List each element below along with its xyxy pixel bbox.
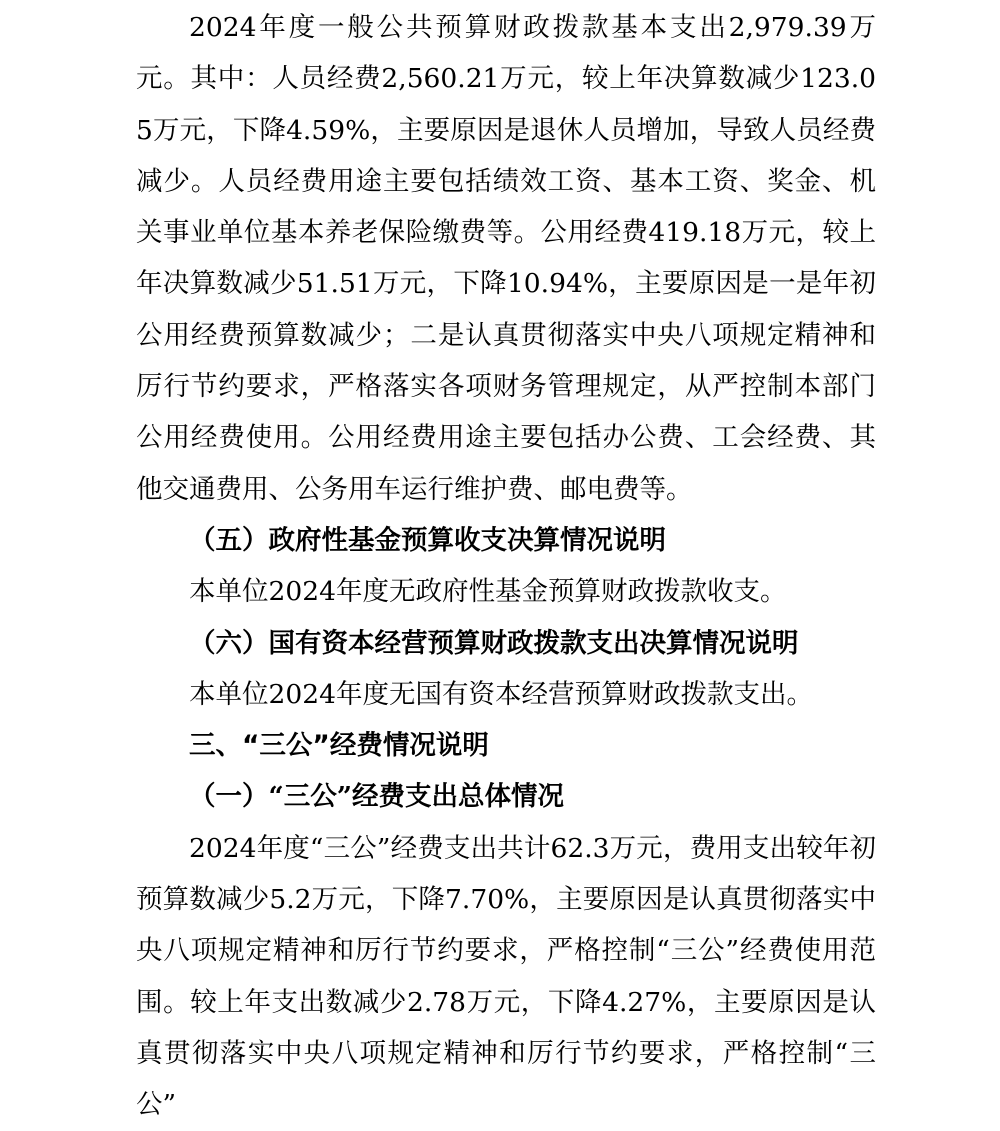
paragraph-government-fund: 本单位2024年度无政府性基金预算财政拨款收支。 [189, 576, 787, 608]
section-heading-state-capital: （六）国有资本经营预算财政拨款支出决算情况说明 [189, 627, 799, 659]
section-heading-three-public: 三、“三公”经费情况说明 [189, 730, 489, 762]
paragraph-basic-expenditure: 2024年度一般公共预算财政拨款基本支出2,979.39万元。其中：人员经费2,560.21万元，较上年决算数减少123.05万元，下降4.59%，主要原因是退休人员增加，导致人员经费减少。人员经费用途主要包括绩效工资、基本工资、奖金、机关事业单位基本养老保险缴费等。公用经费419.18万元，较上年决算数减少51.51万元，下降10.94%，主要原因是一是年初公用经费预算数减少；二是认真贯彻落实中央八项规定精神和厉行节约要求，严格落实各项财务管理规定，从严控制本部门公用经费使用。公用经费用途主要包括办公费、工会经费、其他交通费用、公务用车运行维护费、邮电费等。 [136, 12, 876, 505]
paragraph-state-capital: 本单位2024年度无国有资本经营预算财政拨款支出。 [189, 678, 813, 710]
paragraph-three-public-overall: 2024年度“三公”经费支出共计62.3万元，费用支出较年初预算数减少5.2万元，下降7.70%，主要原因是认真贯彻落实中央八项规定精神和厉行节约要求，严格控制“三公”经费使用范围。较上年支出数减少2.78万元，下降4.27%，主要原因是认真贯彻落实中央八项规定精神和厉行节约要求，严格控制“三公” [136, 832, 876, 1121]
subsection-heading-three-public-overall: （一）“三公”经费支出总体情况 [189, 781, 564, 813]
section-heading-government-fund: （五）政府性基金预算收支决算情况说明 [189, 524, 666, 556]
document-page [136, 0, 876, 1131]
